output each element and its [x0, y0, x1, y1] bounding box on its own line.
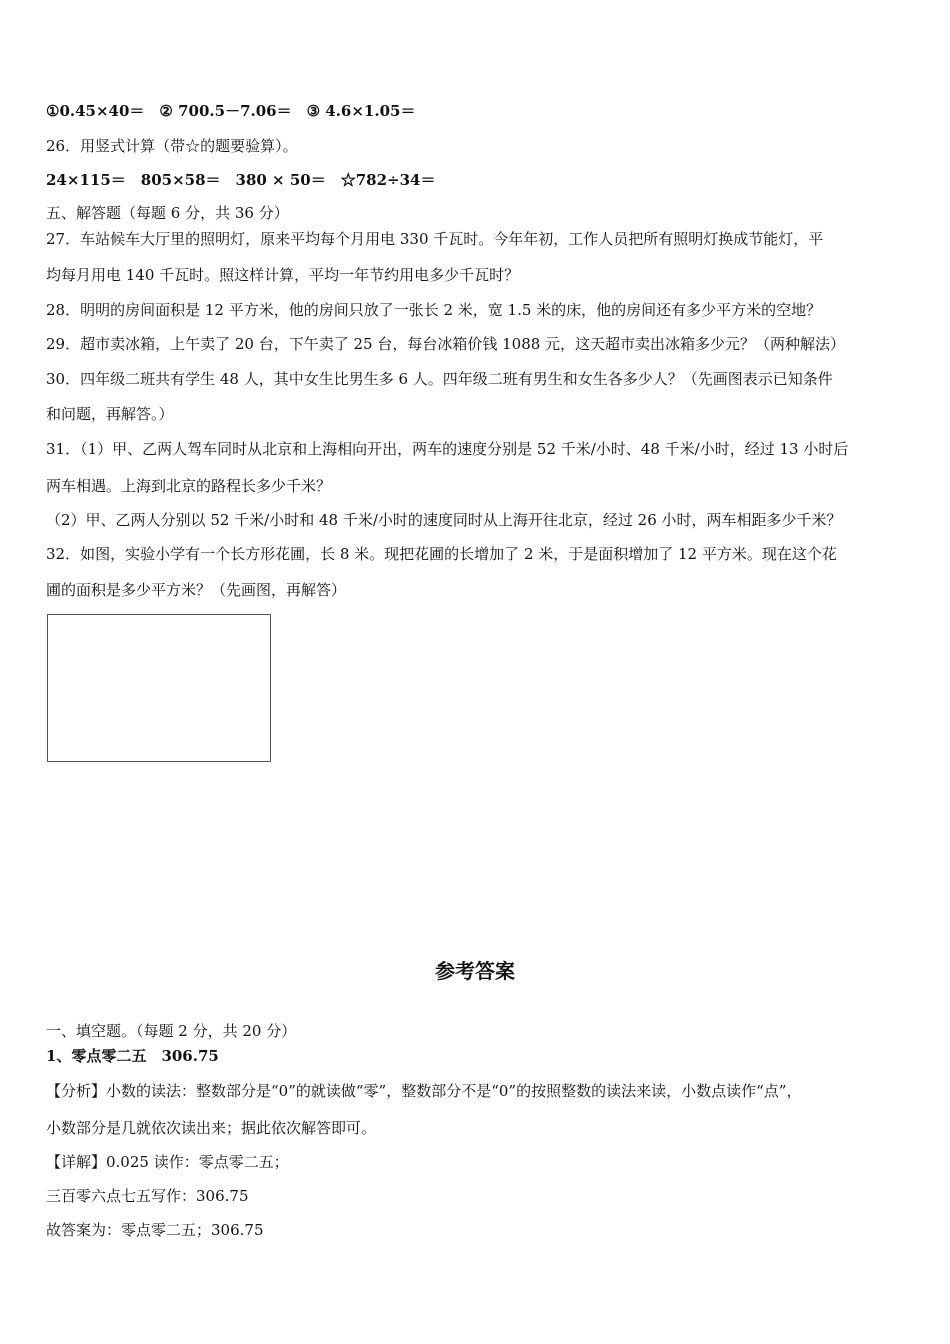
text-line: 和问题，再解答。） [46, 405, 174, 423]
text-line: 24×115＝ 805×58＝ 380 × 50＝ ☆782÷34＝ [46, 171, 436, 189]
text-line: 均每月用电 140 千瓦时。照这样计算，平均一年节约用电多少千瓦时？ [46, 266, 520, 284]
flower-bed-rectangle [47, 614, 271, 762]
text-line: 30．四年级二班共有学生 48 人，其中女生比男生多 6 人。四年级二班有男生和女生各多少人？（先画图表示已知条件 [46, 370, 833, 388]
text-line: 28．明明的房间面积是 12 平方米，他的房间只放了一张长 2 米，宽 1.5 米的床，他的房间还有多少平方米的空地？ [46, 301, 822, 319]
text-line: 圃的面积是多少平方米？（先画图，再解答） [46, 581, 347, 599]
text-line: ①0.45×40＝ ② 700.5－7.06＝ ③ 4.6×1.05＝ [46, 102, 416, 120]
text-line: 29．超市卖冰箱，上午卖了 20 台，下午卖了 25 台，每台冰箱价钱 1088 元，这天超市卖出冰箱多少元？（两种解法） [46, 335, 846, 353]
text-line: 故答案为：零点零二五；306.75 [46, 1221, 264, 1239]
text-line: （2）甲、乙两人分别以 52 千米/小时和 48 千米/小时的速度同时从上海开往北京，经过 26 小时，两车相距多少千米？ [46, 511, 842, 529]
text-line: 27．车站候车大厅里的照明灯，原来平均每个月用电 330 千瓦时。今年年初，工作人员把所有照明灯换成节能灯，平 [46, 230, 824, 248]
text-line: 32．如图，实验小学有一个长方形花圃，长 8 米。现把花圃的长增加了 2 米，于是面积增加了 12 平方米。现在这个花 [46, 545, 837, 563]
text-line: 【详解】0.025 读作：零点零二五； [46, 1153, 289, 1171]
text-line: 【分析】小数的读法：整数部分是“0”的就读做“零”，整数部分不是“0”的按照整数的读法来读，小数点读作“点”， [46, 1082, 802, 1100]
text-line: 31．（1）甲、乙两人驾车同时从北京和上海相向开出，两车的速度分别是 52 千米/小时、48 千米/小时，经过 13 小时后 [46, 440, 849, 458]
text-line: 26．用竖式计算（带☆的题要验算）。 [46, 137, 298, 155]
text-line: 1、零点零二五 306.75 [46, 1047, 219, 1065]
section-heading: 五、解答题（每题 6 分，共 36 分） [46, 204, 289, 222]
text-line: 小数部分是几就依次读出来；据此依次解答即可。 [46, 1119, 377, 1137]
answer-title: 参考答案 [435, 959, 515, 983]
section-heading: 一、填空题。（每题 2 分，共 20 分） [46, 1022, 297, 1040]
text-line: 两车相遇。上海到北京的路程长多少千米？ [46, 477, 332, 495]
text-line: 三百零六点七五写作：306.75 [46, 1187, 249, 1205]
